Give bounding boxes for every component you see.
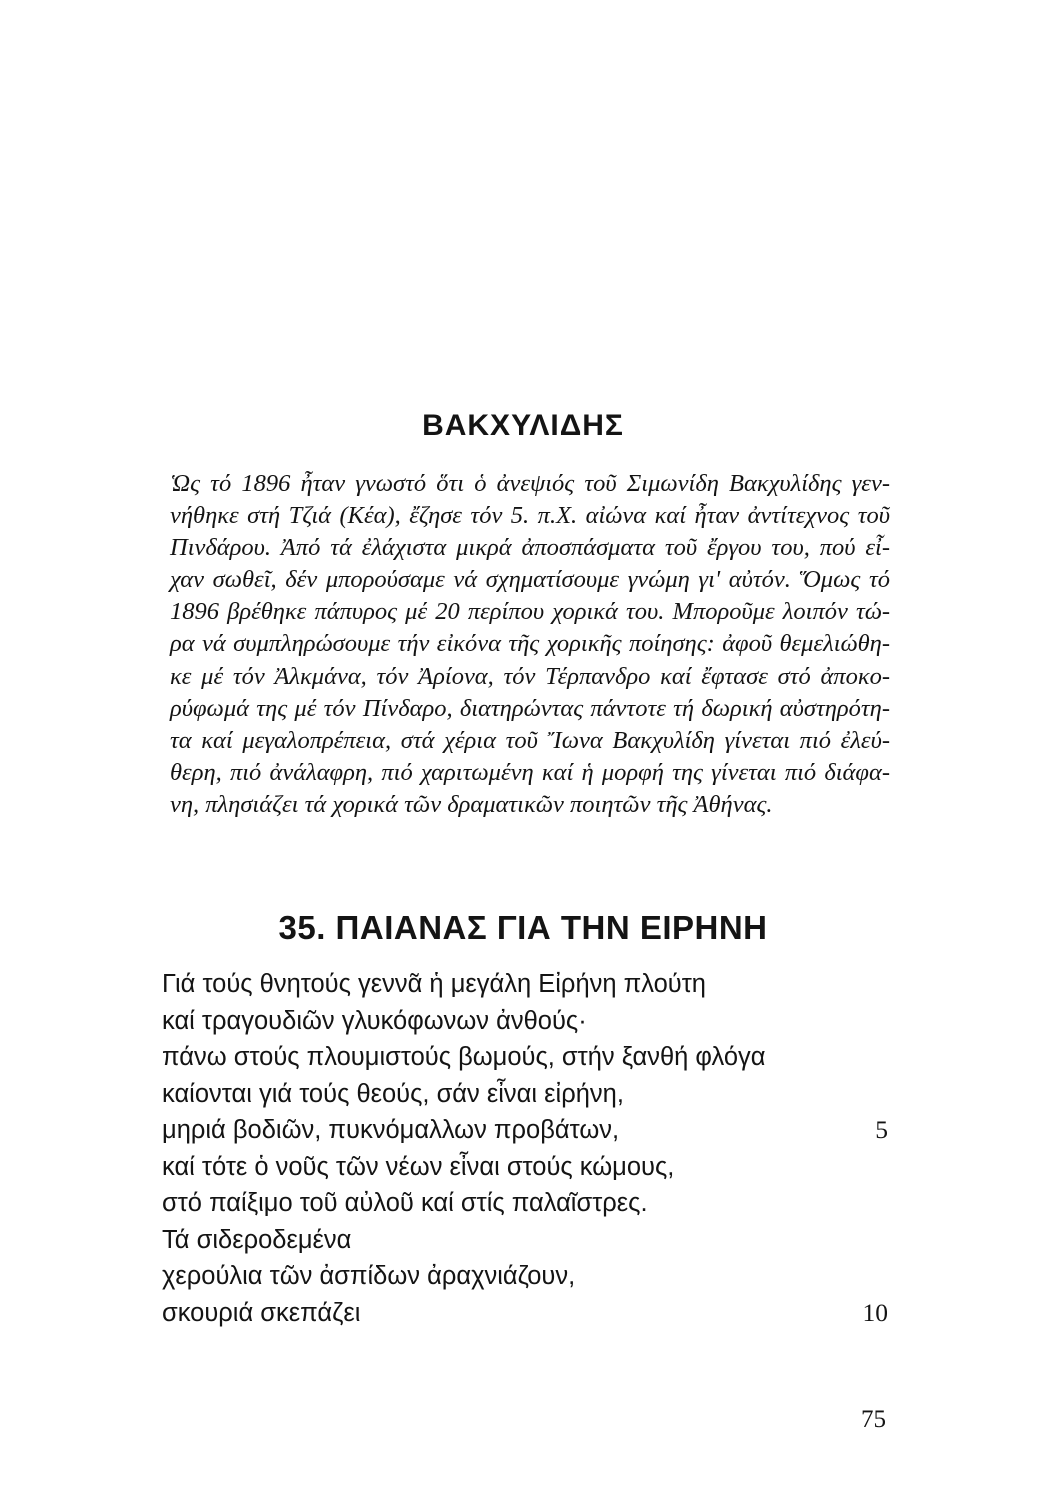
- line-number: 10: [862, 1297, 888, 1327]
- poem-line: [162, 1295, 888, 1332]
- poem-line: [162, 1112, 888, 1149]
- intro-line: ρα νά συμπληρώσουμε τήν εἰκόνα τῆς χορικῆς ποίησης: ἀφοῦ θεμελιώθη-: [170, 630, 890, 658]
- intro-line: κε μέ τόν Ἀλκμάνα, τόν Ἀρίονα, τόν Τέρπανδρο καί ἔφτασε στό ἀποκο-: [170, 662, 890, 690]
- intro-line: Ὡς τό 1896 ἦταν γνωστό ὅτι ὁ ἀνεψιός τοῦ Σιμωνίδη Βακχυλίδης γεν-: [170, 470, 890, 497]
- poem-line-text: σκουριά σκεπάζει: [162, 1298, 361, 1327]
- poem-line-text: Τά σιδεροδεμένα: [162, 1225, 352, 1254]
- poem-line: [162, 1185, 888, 1222]
- poem-verses: [162, 966, 888, 1331]
- intro-line: Πινδάρου. Ἀπό τά ἐλάχιστα μικρά ἀποσπάσματα τοῦ ἔργου του, πού εἶ-: [170, 534, 890, 562]
- intro-line: 1896 βρέθηκε πάπυρος μέ 20 περίπου χορικά του. Μποροῦμε λοιπόν τώ-: [170, 598, 890, 626]
- poem-line-text: Γιά τούς θνητούς γεννᾶ ἡ μεγάλη Εἰρήνη πλούτη: [162, 970, 706, 998]
- poem-line-text: χερούλια τῶν ἀσπίδων ἀραχνιάζουν,: [162, 1262, 576, 1290]
- poem-line: [162, 966, 888, 1003]
- poem-line-text: μηριά βοδιῶν, πυκνόμαλλων προβάτων,: [162, 1116, 620, 1144]
- intro-line: χαν σωθεῖ, δέν μπορούσαμε νά σχηματίσουμε γνώμη γι' αὐτόν. Ὅμως τό: [170, 566, 890, 594]
- poem-line: [162, 1258, 888, 1295]
- poem-line-text: καίονται γιά τούς θεούς, σάν εἶναι εἰρήνη,: [162, 1079, 624, 1108]
- poem-line: [162, 1039, 888, 1076]
- poem-title: 35. ΠΑΙΑΝΑΣ ΓΙΑ ΤΗΝ ΕΙΡΗΝΗ: [278, 909, 768, 946]
- author-heading: ΒΑΚΧΥΛΙΔΗΣ: [422, 409, 624, 442]
- poem-line-text: στό παίξιμο τοῦ αὐλοῦ καί στίς παλαῖστρες.: [162, 1189, 648, 1217]
- intro-line: θερη, πιό ἀνάλαφρη, πιό χαριτωμένη καί ἡ μορφή της γίνεται πιό διάφα-: [170, 758, 890, 786]
- page-number: 75: [861, 1406, 886, 1433]
- poem-line-text: πάνω στούς πλουμιστούς βωμούς, στήν ξανθή φλόγα: [162, 1043, 766, 1071]
- intro-line: ρύφωμά της μέ τόν Πίνδαρο, διατηρώντας πάντοτε τή δωρική αὐστηρότη-: [170, 694, 890, 722]
- poem-line: [162, 1149, 888, 1186]
- poem-line-text: καί τραγουδιῶν γλυκόφωνων ἀνθούς·: [162, 1006, 587, 1035]
- intro-line: νήθηκε στή Τζιά (Κέα), ἔζησε τόν 5. π.Χ. αἰώνα καί ἦταν ἀντίτεχνος τοῦ: [170, 502, 890, 530]
- intro-line: τα καί μεγαλοπρέπεια, στά χέρια τοῦ Ἴωνα Βακχυλίδη γίνεται πιό ἐλεύ-: [170, 726, 890, 754]
- intro-paragraph: [170, 468, 890, 821]
- poem-line: [162, 1222, 888, 1259]
- poem-line-text: καί τότε ὁ νοῦς τῶν νέων εἶναι στούς κώμους,: [162, 1152, 675, 1181]
- intro-line: νη, πλησιάζει τά χορικά τῶν δραματικῶν ποιητῶν τῆς Ἀθήνας.: [170, 790, 773, 818]
- line-number: 5: [875, 1115, 888, 1144]
- poem-line: [162, 1003, 888, 1040]
- poem-line: [162, 1076, 888, 1113]
